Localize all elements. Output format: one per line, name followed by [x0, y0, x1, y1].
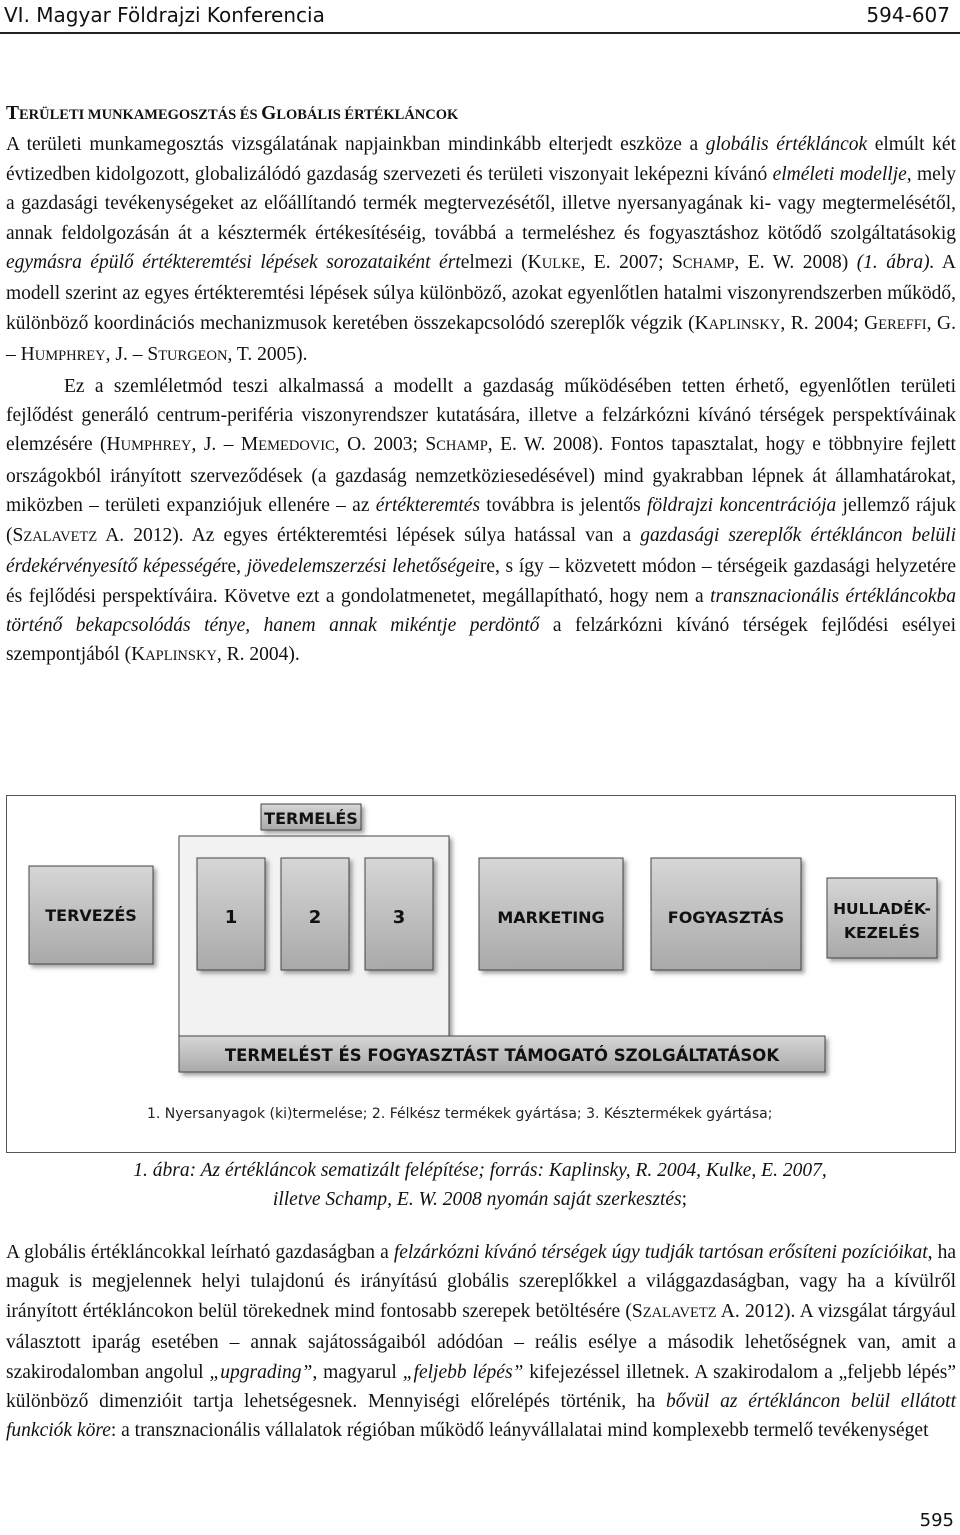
header-rule [0, 32, 960, 34]
marketing-label: MARKETING [497, 908, 605, 927]
value-chain-figure [6, 795, 956, 1153]
page-header [0, 0, 960, 32]
paragraph-1: A területi munkamegosztás vizsgálatának napjainkban mindinkább elterjedt eszköze a globális értékláncok elmúlt két évtizedben kidolgozott, globalizálódó gazdaság szervezeti és területi viszonyait leképezni kívánó elméleti modellje, mely a gazdasági tevékenységeket az előállítandó termék megtervezésétől, illetve nyersanyagának ki- vagy megtermelésétől, annak feldolgozásán át a késztermék értékesítéséig, továbbá a termeléshez és fogyasztáshoz kötődő szolgáltatásokig egymásra épülő értékteremtési lépések sorozataiként értelmezi (KULKE, E. 2007; SCHAMP, E. W. 2008) (1. ábra). A modell szerint az egyes értékteremtési lépések súlya különböző, azokat egyenlőtlen hatalmi viszonyrendszerben működő, különböző koordinációs mechanizmusok keretében összekapcsolódó szereplők végzik (KAPLINSKY, R. 2004; GEREFFI, G. – HUMPHREY, J. – STURGEON, T. 2005). [6, 134, 957, 366]
main-text-top [6, 99, 956, 672]
consumption-label: FOGYASZTÁS [667, 908, 785, 927]
figure-caption [0, 1156, 960, 1214]
production-title-label: TERMELÉS [264, 809, 358, 828]
design-label: TERVEZÉS [45, 906, 137, 925]
caption-line-1: 1. ábra: Az értékláncok sematizált felépítése; forrás: Kaplinsky, R. 2004, Kulke, E. 2007, [133, 1160, 827, 1181]
paragraph-2: Ez a szemléletmód teszi alkalmassá a modellt a gazdaság működésében tetten érhető, egyenlőtlen területi fejlődést generáló centrum-periféria viszonyrendszer kutatására, illetve a felzárkózni kívánó térségek perspektíváinak elemzésére (HUMPHREY, J. – MEMEDOVIC, O. 2003; SCHAMP, E. W. 2008). Fontos tapasztalat, hogy e többnyire fejlett országokból irányított szerveződések (a gazdaság nemzetköziesedésével) mind gyakrabban lépnek át államhatárokat, miközben – területi expanziójuk ellenére – az értékteremtés továbbra is jelentős földrajzi koncentrációja jellemző rájuk (SZALAVETZ A. 2012). Az egyes értékteremtési lépések súlya hatással van a gazdasági szereplők értékláncon belüli érdekérvényesítő képességére, jövedelemszerzési lehetőségeire, s így – közvetett módon – térségeik gazdasági helyzetére és fejlődési perspektíváira. Követve ezt a gondolatmenetet, megállapítható, hogy nem a transznacionális értékláncokba történő bekapcsolódás ténye, hanem annak mikéntje perdöntő a felzárkózni kívánó térségek fejlődési esélyei szempontjából (KAPLINSKY, R. 2004). [6, 375, 957, 666]
waste-management-box [827, 878, 937, 958]
conference-title: VI. Magyar Földrajzi Konferencia [4, 3, 325, 27]
step-2-label: 2 [308, 907, 322, 928]
caption-line-2: illetve Schamp, E. W. 2008 nyomán saját szerkesztés; [272, 1189, 688, 1210]
waste-management-label-1: HULLADÉK- [833, 900, 931, 918]
section-heading: TERÜLETI MUNKAMEGOSZTÁS ÉS GLOBÁLIS ÉRTÉKLÁNCOK [6, 103, 459, 124]
main-text-bottom [6, 1238, 956, 1446]
page-number: 595 [919, 1510, 954, 1531]
step-1-label: 1 [224, 907, 238, 928]
services-label: TERMELÉST ÉS FOGYASZTÁST TÁMOGATÓ SZOLGÁLTATÁSOK [224, 1046, 780, 1065]
figure-legend: 1. Nyersanyagok (ki)termelése; 2. Félkész termékek gyártása; 3. Késztermékek gyártása; [147, 1106, 773, 1122]
page-range: 594-607 [866, 3, 950, 27]
value-chain-diagram [7, 796, 955, 1152]
waste-management-label-2: KEZELÉS [843, 924, 921, 942]
step-3-label: 3 [392, 907, 406, 928]
paragraph-3: A globális értékláncokkal leírható gazdaságban a felzárkózni kívánó térségek úgy tudják tartósan erősíteni pozícióikat, ha maguk is megjelennek helyi tulajdonú és irányítású globális szereplőkkel a világgazdaságban, vagy ha a kívülről irányított értékláncokon belül törekednek mind fontosabb szerepek betöltésére (SZALAVETZ A. 2012). A vizsgálat tárgyául választott iparág esetében – annak sajátosságaiból adódóan – reális esélye a második lehetőségnek van, amit a szakirodalomban angolul „upgrading”, magyarul „feljebb lépés” kifejezéssel illetnek. A szakirodalom a „feljebb lépés” különböző dimenzióit tartja lehetségesnek. Mennyiségi előrelépés történik, ha bővül az értékláncon belül ellátott funkciók köre: a transznacionális vállalatok régióban működő leányvállalatai mind komplexebb termelő tevékenységet [6, 1242, 956, 1442]
